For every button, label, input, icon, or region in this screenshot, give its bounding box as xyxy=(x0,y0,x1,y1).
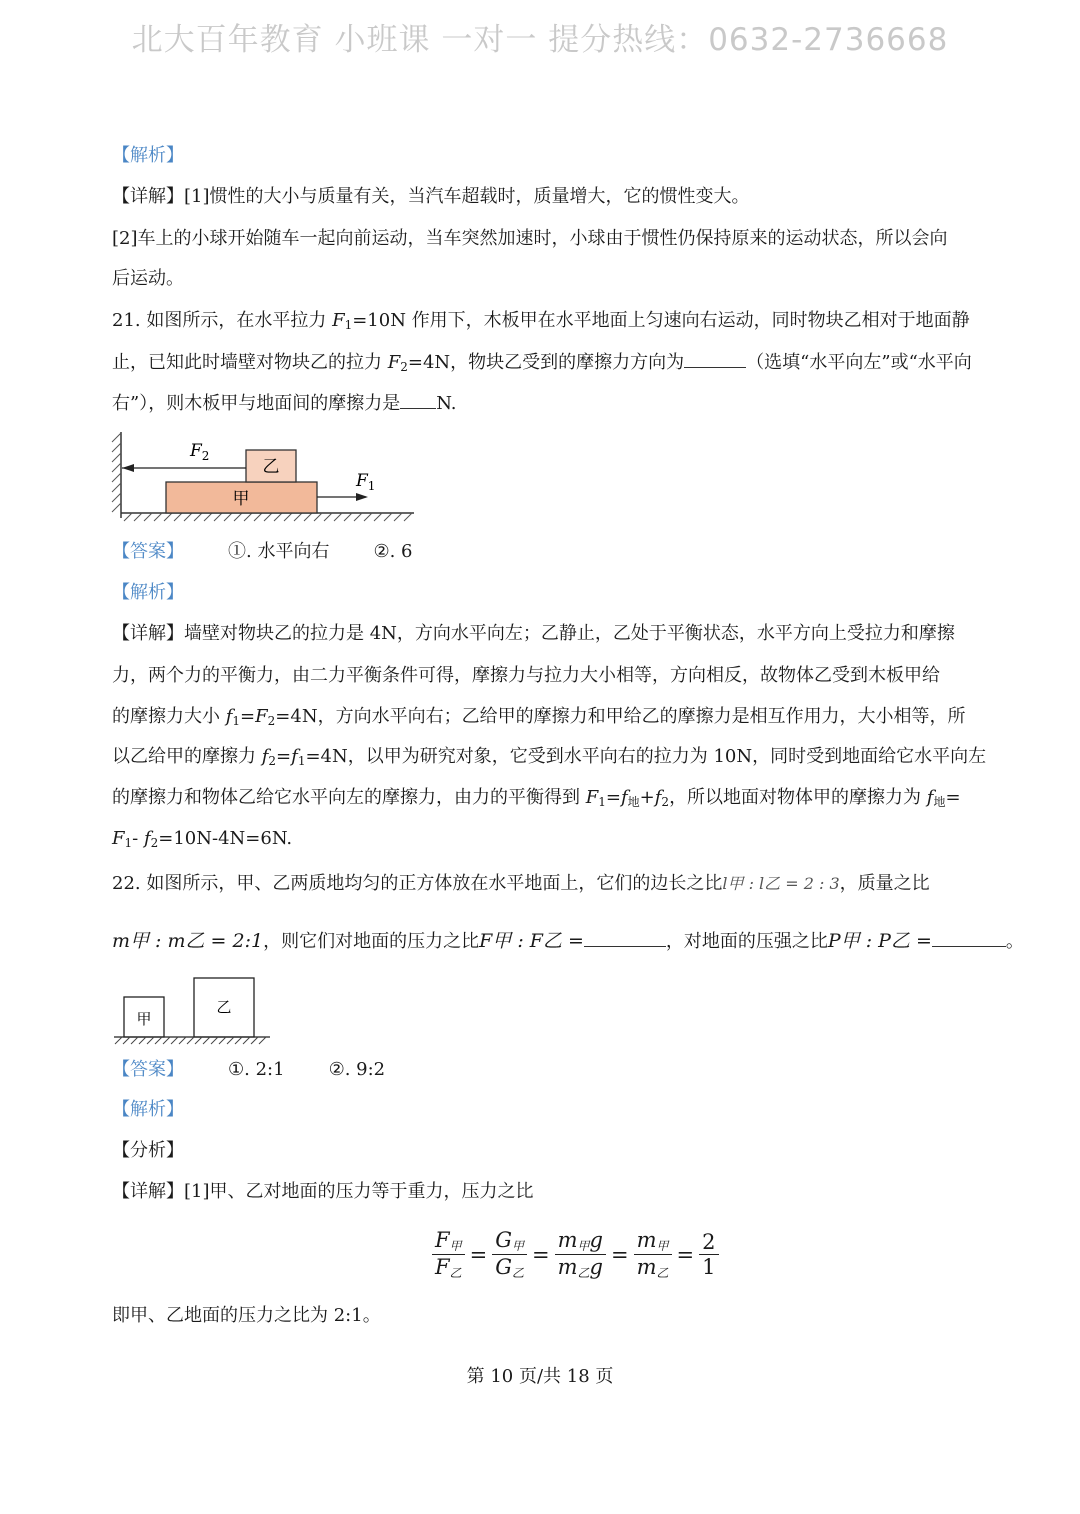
q21-line-1: 21. 如图所示，在水平拉力 $F_1=10N$ 作用下，木板甲在水平地面上匀速向右运动，同时物块乙相对于地面静 xyxy=(112,310,970,332)
prev-detail-line-2: [2]车上的小球开始随车一起向前运动，当车突然加速时，小球由于惯性仍保持原来的运动状态，所以会向 xyxy=(112,228,948,249)
prev-detail-line-1: 【详解】[1]惯性的大小与质量有关，当汽车超载时，质量增大，它的惯性变大。 xyxy=(112,186,750,207)
mass-ratio: m甲 : m乙 = 2:1 xyxy=(112,930,264,952)
xiangjie-tag: 【详解】 xyxy=(112,186,184,207)
q22-conclusion: 即甲、乙地面的压力之比为 2:1。 xyxy=(112,1305,381,1326)
q22-answer: 【答案】 ①. 2:1 ②. 9:2 xyxy=(112,1059,386,1080)
q21-line-2: 止，已知此时墙壁对物块乙的拉力 $F_2=4N$，物块乙受到的摩擦力方向为 （选填“水平向左”或“水平向 xyxy=(112,349,972,379)
q21-detail-line-6: $F_1-$ $f_2=10N-4N=6N$. xyxy=(112,828,293,850)
answer-blank xyxy=(584,928,666,947)
force-ratio-formula: $\frac{F_甲}{F_乙}$ = $\frac{G_甲}{G_乙}$ = $\frac{m_甲g}{m_乙g}$ = $\frac{m_甲}{m_乙}$ = $\frac{2}{1}$ xyxy=(430,1228,721,1281)
f1-arrowhead xyxy=(356,493,368,501)
f2-arrowhead xyxy=(122,464,134,472)
q22-detail-line-1: 【详解】[1]甲、乙对地面的压力等于重力，压力之比 xyxy=(112,1181,534,1202)
q21-detail-line-4: 以乙给甲的摩擦力 $f_2=f_1=4N$，以甲为研究对象，它受到水平向右的拉力为 10N，同时受到地面给它水平向左 xyxy=(112,746,987,768)
q21-detail-line-2: 力，两个力的平衡力，由二力平衡条件可得，摩擦力与拉力大小相等，方向相反，故物体乙受到木板甲给 xyxy=(112,665,940,686)
board-jia-label: 甲 xyxy=(232,489,250,509)
q21-detail-line-3: 的摩擦力大小 $f_1=F_2=4N$，方向水平向右；乙给甲的摩擦力和甲给乙的摩擦力是相互作用力，大小相等，所 xyxy=(112,706,966,728)
page-footer: 第 10 页/共 18 页 xyxy=(466,1366,614,1387)
q21-figure xyxy=(110,430,420,525)
q22-line-1: 22. 如图所示，甲、乙两质地均匀的正方体放在水平地面上，它们的边长之比l甲 : l乙 = 2 : 3，质量之比 xyxy=(112,873,930,894)
jiexi-tag: 【解析】 xyxy=(112,582,184,603)
answer-blank xyxy=(684,349,746,368)
q21-detail-line-5: 的摩擦力和物体乙给它水平向左的摩擦力，由力的平衡得到 $F_1=f_地+f_2$，所以地面对物体甲的摩擦力为 $f_地=$ xyxy=(112,787,961,809)
answer-blank xyxy=(932,928,1006,947)
f1-label: $F_1$ xyxy=(356,471,376,493)
q22-line-2: m甲 : m乙 = 2:1，则它们对地面的压力之比F甲 : F乙 = ，对地面的压强之比P甲 : P乙 = 。 xyxy=(112,930,1024,952)
jiexi-tag: 【解析】 xyxy=(112,145,184,166)
cube-jia-label: 甲 xyxy=(136,1010,152,1028)
fenxi-tag: 【分析】 xyxy=(112,1140,184,1161)
pressure-ratio: P甲 : P乙 = xyxy=(827,930,932,952)
cube-yi-label: 乙 xyxy=(216,998,232,1016)
q21-detail-line-1: 【详解】墙壁对物块乙的拉力是 4N，方向水平向左；乙静止，乙处于平衡状态，水平方向上受拉力和摩擦 xyxy=(112,623,955,644)
watermark: 北大百年教育 小班课 一对一 提分热线：0632-2736668 xyxy=(131,22,949,58)
q21-line-3: 右”），则木板甲与地面间的摩擦力是 N. xyxy=(112,390,972,416)
prev-detail-line-3: 后运动。 xyxy=(112,268,184,289)
force-ratio: F甲 : F乙 = xyxy=(479,930,584,952)
side-ratio: l甲 : l乙 = 2 : 3 xyxy=(722,874,840,893)
jiexi-tag: 【解析】 xyxy=(112,1099,184,1120)
answer-blank xyxy=(400,390,436,409)
f2-label: $F_2$ xyxy=(190,441,210,463)
block-yi-label: 乙 xyxy=(262,457,280,477)
q22-figure xyxy=(112,975,277,1047)
q21-answer: 【答案】 ①. 水平向右 ②. 6 xyxy=(112,541,413,562)
